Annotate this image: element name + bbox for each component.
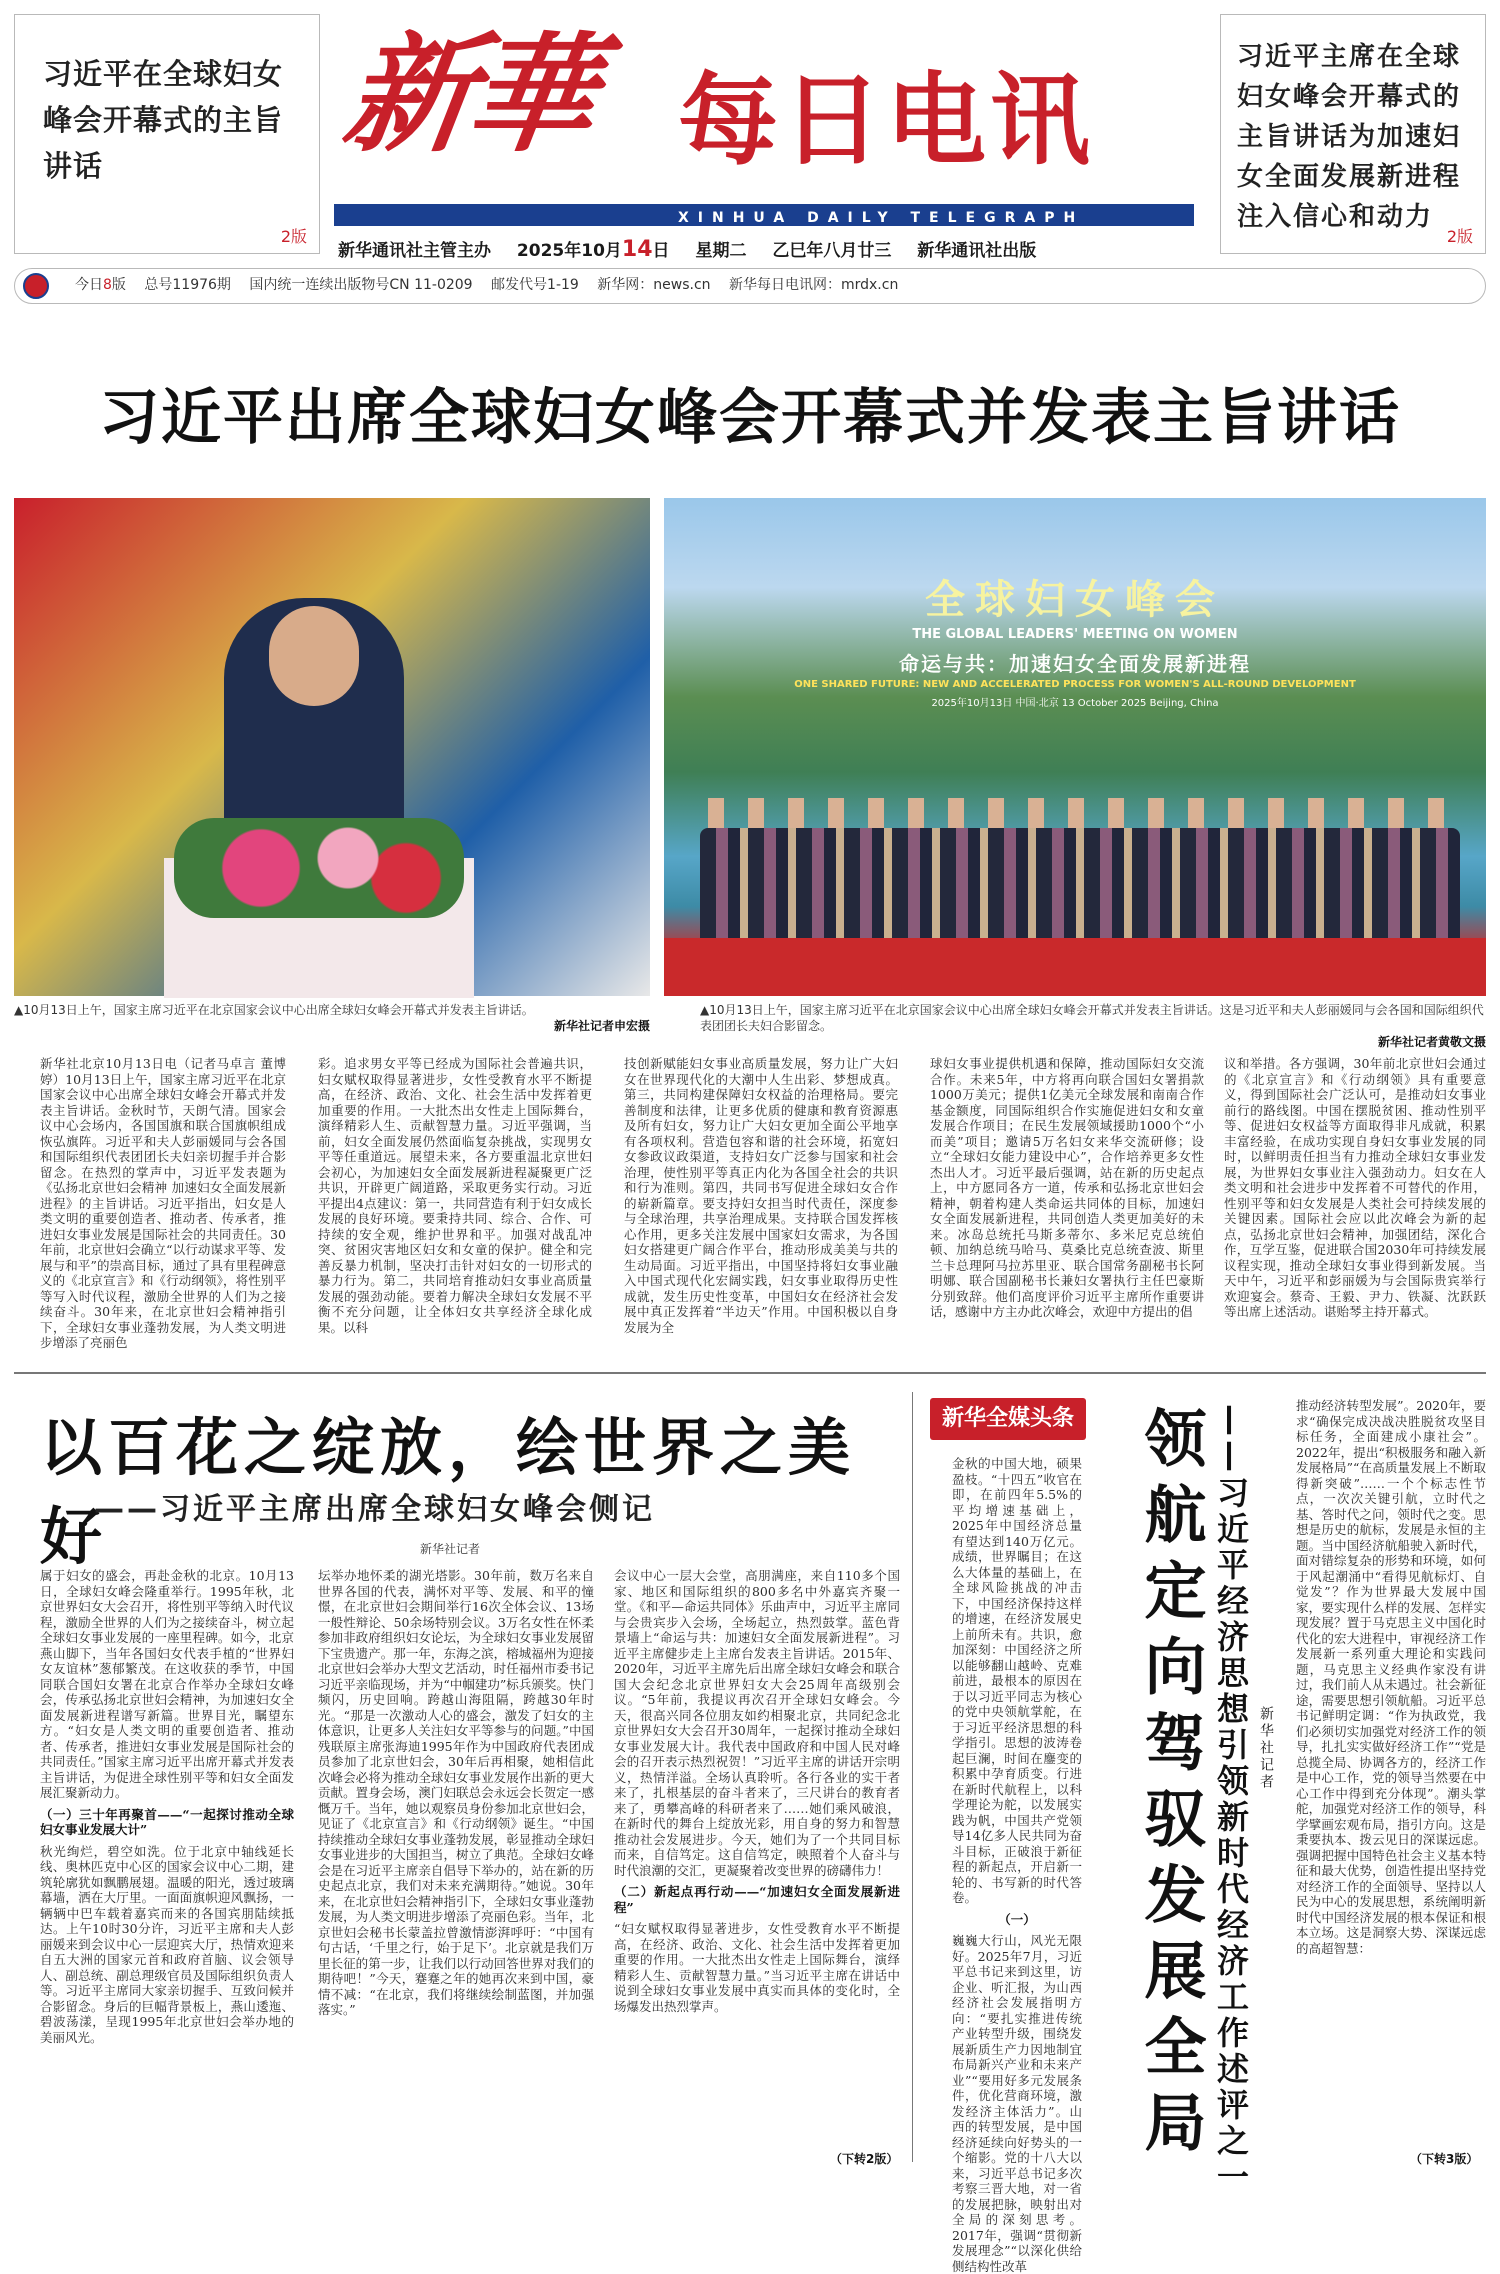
caption-left-text: ▲10月13日上午，国家主席习近平在北京国家会议中心出席全球妇女峰会开幕式并发表主旨讲话。 (14, 1003, 534, 1017)
feature-col-1 (40, 1568, 294, 2164)
summit-theme: 命运与共：加速妇女全面发展新进程 (899, 652, 1251, 676)
red-carpet (664, 938, 1486, 996)
lead-story-col-1: 新华社北京10月13日电（记者马卓言 董博婷）10月13日上午，国家主席习近平在北京国家会议中心出席全球妇女峰会开幕式并发表主旨讲话。金秋时节，天朗气清。国家会议中心会场内，各国国旗和联合国旗帜组成恢弘旗阵。习近平和夫人彭丽媛同与会各国和国际组织代表团团长夫妇亲切握手并合影留念。在热烈的掌声中，习近平发表题为《弘扬北京世妇会精神 加速妇女全面发展新进程》的主旨讲话。习近平指出，妇女是人类文明的重要创造者、推动者、传承者，推进妇女事业发展是国际社会的共同责任。30年前，北京世妇会确立“以行动谋求平等、发展与和平”的崇高目标，通过了具有里程碑意义的《北京宣言》和《行动纲领》，将性别平等写入时代议程，激励全世界的人们为之接续奋斗。30年来，在北京世妇会精神指引下，全球妇女事业蓬勃发展，为人类文明进步增添了亮丽色 (40, 1056, 286, 1350)
xinhua-emblem-icon (23, 273, 49, 299)
issue-info-line (338, 236, 1198, 262)
caption-right-text: ▲10月13日上午，国家主席习近平在北京国家会议中心出席全球妇女峰会开幕式并发表主旨讲话。这是习近平和夫人彭丽媛同与会各国和国际组织代表团团长夫妇合影留念。 (700, 1003, 1484, 1033)
commentary-col-1b-text: 巍巍大行山，风光无限好。2025年7月，习近平总书记来到这里，访企业、听汇报，为山西经济社会发展指明方向：“要扎实推进传统产业转型升级，围绕发展新质生产力因地制宜布局新兴产业和未来产业”“要用好多元发展条件，优化营商环境，激发经济主体活力”。山西的转型发展，是中国经济延续向好势头的一个缩影。党的十八大以来，习近平总书记多次考察三晋大地，对一省的发展把脉，映射出对全局的深刻思考。2017年，强调“贯彻新发展理念”“以深化供给侧结构性改革 (952, 1933, 1082, 2274)
feature-col-2: 坛举办地怀柔的湖光塔影。30年前，数万名来自世界各国的代表，满怀对平等、发展、和平的憧憬，在北京世妇会期间举行16次全体会议、13场一般性辩论、50余场特别会议。3万名女性在怀柔参加非政府组织妇女论坛，为全球妇女事业发展留下宝贵遗产。那一年，东海之滨，榕城福州为迎接北京世妇会举办大型文艺活动，时任福州市委书记习近平亲临现场，并为“中帼建功”标兵颁奖。快门频闪，历史回响。跨越山海阻隔，跨越30年时光。“那是一次激动人心的盛会，激发了妇女的主体意识，让更多人关注妇女平等参与的问题。”中国残联原主席张海迪1995年作为中国政府代表团成员参加了北京世妇会，30年后再相聚，她相信此次峰会必将为推动全球妇女事业发展作出新的更大贡献。置身会场，澳门妇联总会永远会长贺定一感慨万千。当年，她以观察员身份参加北京世妇会，见证了《北京宣言》和《行动纲领》诞生。“中国持续推动全球妇女事业蓬勃发展，彰显推动全球妇女事业进步的大国担当，树立了典范。全球妇女峰会是在习近平主席亲自倡导下举办的，站在新的历史起点北京，我们对未来充满期待。”她说。30年来，在北京世妇会精神指引下，全球妇女事业蓬勃发展，为人类文明进步增添了亮丽色彩。当年，北京世妇会秘书长蒙盖拉曾激情澎湃呼吁：“中国有句古话，‘千里之行，始于足下’。北京就是我们万里长征的第一步，让我们以行动回答世界对我们的期待吧！”今天，蹇蹇之年的她再次来到中国，豪情不减：“在北京，我们将继续绘制蓝图，并加强落实。” (318, 1568, 594, 2017)
right-teaser-box[interactable] (1220, 14, 1486, 254)
issue-number: 总号11976期 (144, 277, 231, 293)
feature-col-3-text: 会议中心一层大会堂，高朋满座，来自110多个国家、地区和国际组织的800多名中外嘉宾齐聚一堂。《和平—命运共同体》乐曲声中，习近平主席同与会贵宾步入会场，全场起立，热烈鼓掌。蓝色背景墙上“命运与共：加速妇女全面发展新进程”。习近平主席健步走上主席台发表主旨讲话。2015年、2020年，习近平主席先后出席全球妇女峰会和联合国大会纪念北京世界妇女大会25周年高级别会议。“5年前，我提议再次召开全球妇女峰会。今天，很高兴同各位朋友如约相聚北京，共同纪念北京世界妇女大会召开30周年，一起探讨推动全球妇女事业发展大计。我代表中国政府和中国人民对峰会的召开表示热烈祝贺！”习近平主席的讲话开宗明义，热情洋溢。全场认真聆听。各行各业的实干者来了，扎根基层的奋斗者来了，三尺讲台的教育者来了，勇攀高峰的科研者来了……她们乘风破浪，在新时代的舞台上绽放光彩，用自身的努力和智慧推动社会发展进步。今天，她们为了一个共同目标而来，自信笃定。这自信笃定，映照着个人奋斗与时代浪潮的交汇，更凝聚着改变世界的磅礴伟力！ (614, 1568, 900, 1878)
publisher: 新华通讯社出版 (917, 241, 1037, 261)
pages-suffix: 版 (111, 277, 126, 293)
flower-arrangement (174, 818, 464, 918)
newspaper-title: 每日电讯 (678, 62, 1094, 179)
lead-story-col-5: 议和举措。各方强调，30年前北京世妇会通过的《北京宣言》和《行动纲领》具有重要意义，得到国际社会广泛认可，是推动妇女事业前行的路线图。中国在摆脱贫困、推动性别平等、促进妇女权益等方面取得非凡成就，积累丰富经验，在成功实现自身妇女事业发展的同时，以鲜明责任担当有力推动全球妇女事业发展，为世界妇女事业注入强劲动力。妇女在人类文明和社会进步中发挥着不可替代的作用，性别平等和妇女发展是人类社会可持续发展的关键因素。国际社会应以此次峰会为新的起点，弘扬北京世妇会精神，加强团结，深化合作，互学互鉴，促进联合国2030年可持续发展议程实现，推动全球妇女事业得到新发展。当天中午，习近平和彭丽媛为与会国际贵宾举行欢迎宴会。蔡奇、王毅、尹力、铁凝、沈跃跃等出席上述活动。谌贻琴主持开幕式。 (1224, 1056, 1486, 1319)
feature-col-1b-text: 秋光绚烂，碧空如洗。位于北京中轴线延长线、奥林匹克中心区的国家会议中心二期，建筑轮廓犹如飘鹏展翅。温暖的阳光，透过玻璃幕墙，洒在大厅里。一面面旗帜迎风飘扬，一辆辆中巴车载着嘉宾而来的各国宾朋陆续抵达。上午10时30分许，习近平主席和夫人彭丽媛来到会议中心一层迎宾大厅，热情欢迎来自五大洲的国家元首和政府首脑、议会领导人、副总统、副总理级官员及国际组织负责人等。习近平主席同大家亲切握手、互致问候并合影留念。身后的巨幅背景板上，燕山逶迤、碧波荡漾，呈现1995年北京世妇会举办地的美丽风光。 (40, 1843, 294, 2045)
pages-prefix: 今日 (75, 277, 103, 293)
weekday: 星期二 (695, 241, 747, 261)
feature-col-3 (614, 1568, 900, 2164)
commentary-col-1 (952, 1456, 1082, 2274)
photo-credit-left: 新华社记者申宏摄 (553, 1019, 650, 1033)
issue-date (516, 237, 670, 262)
speaker-head (269, 606, 359, 706)
left-teaser-text[interactable]: 习近平在全球妇女峰会开幕式的主旨讲话 (43, 57, 284, 183)
section-divider (14, 1372, 1486, 1374)
group-photo[interactable] (664, 498, 1486, 996)
summit-date: 2025年10月13日 中国·北京 13 October 2025 Beijing, China (931, 698, 1219, 709)
lead-story-col-4: 球妇女事业提供机遇和保障，推动国际妇女交流合作。未来5年，中方将再向联合国妇女署捐款1000万美元；提供1亿美元全球发展和南南合作基金额度，同国际组织合作实施促进妇女和女童发展合作项目；在民生发展领域援助1000个“小而美”项目；邀请5万名妇女来华交流研修；设立“全球妇女能力建设中心”，合作培养更多女性杰出人才。习近平最后强调，站在新的历史起点上，中方愿同各方一道，传承和弘扬北京世妇会精神，朝着构建人类命运共同体的目标，加速妇女全面发展新进程，共同创造人类更加美好的未来。冰岛总统托马斯多蒂尔、多米尼克总统伯顿、加纳总统马哈马、莫桑比克总统查波、斯里兰卡总理阿马拉苏里亚、联合国常务副秘书长阿明娜、联合国副秘书长兼妇女署执行主任巴豪斯分别致辞。他们高度评价习近平主席所作重要讲话，感谢中方主办此次峰会，欢迎中方提出的倡 (930, 1056, 1204, 1319)
photo-caption-left (14, 1002, 650, 1034)
summit-title: 全球妇女峰会 (925, 577, 1225, 623)
sponsor: 新华通讯社主管主办 (338, 241, 491, 261)
site-link[interactable]: 新华网：news.cn (597, 277, 711, 293)
summit-backdrop (664, 568, 1486, 709)
delegates-group (700, 828, 1460, 938)
xinhua-headline-badge: 新华全媒头条 (930, 1398, 1086, 1440)
xinhua-logo: 新華 (335, 20, 601, 170)
feature-subhead-1: （一）三十年再聚首——“一起探讨推动全球妇女事业发展大计” (40, 1806, 294, 1837)
feature-col-3b-text: “妇女赋权取得显著进步，女性受教育水平不断提高，在经济、政治、文化、社会生活中发挥着更加重要的作用。一大批杰出女性走上国际舞台，演绎精彩人生、贡献智慧力量。”当习近平主席在讲话中说到全球妇女事业发展中真实而具体的变化时，全场爆发出热烈掌声。 (614, 1921, 900, 2014)
speech-photo[interactable] (14, 498, 650, 996)
commentary-col-1-text: 金秋的中国大地，硕果盈枝。“十四五”收官在即，在前四年5.5%的平均增速基础上，2025年中国经济总量有望达到140万亿元。成绩，世界瞩目；在这么大体量的基础上，在全球风险挑战的冲击下，中国经济保持这样的增速，在经济发展史上前所未有。共识，愈加深刻：中国经济之所以能够翻山越岭、克难前进，最根本的原因在于以习近平同志为核心的党中央领航掌舵，在于习近平经济思想的科学指引。思想的波涛卷起巨澜，时间在鏖变的积累中孕育质变。行进在新时代航程上，以科学理论为舵，以发展实践为帆，中国共产党领导14亿多人民共同为奋斗目标，正破浪于新征程的新起点，开启新一轮的、书写新的时代答卷。 (952, 1456, 1082, 1905)
newspaper-title-en: XINHUA DAILY TELEGRAPH (678, 210, 1085, 226)
pages-today (75, 277, 126, 293)
date-prefix: 2025年10月 (516, 241, 622, 261)
date-day: 14 (621, 237, 653, 262)
feature-byline: 新华社记者 (420, 1542, 481, 1556)
commentary-subtitle: ——习近平经济思想引领新时代经济工作述评之一 (1212, 1404, 1250, 2196)
feature-col-1-text: 属于妇女的盛会，再赴金秋的北京。10月13日，全球妇女峰会隆重举行。1995年秋，北京世界妇女大会召开，将性别平等纳入时代议程，激励全世界的人们为之接续奋斗，树立起全球妇女事业发展的一座里程碑。如今，北京燕山脚下，当年各国妇女代表手植的“世界妇女友谊林”葱郁繁茂。在这收获的季节，中国同联合国妇女署在北京合作举办全球妇女峰会，传承弘扬北京世妇会精神，为加速妇女全面发展新进程谱写新篇。世界目光，瞩望东方。“妇女是人类文明的重要创造者、推动者、传承者，推进妇女事业发展是国际社会的共同责任。”国家主席习近平出席开幕式并发表主旨讲话，为促进全球性别平等和妇女全面发展汇聚新动力。 (40, 1568, 294, 1800)
site-link-2[interactable]: 新华每日电讯网：mrdx.cn (728, 277, 899, 293)
publication-info-bar (14, 268, 1486, 304)
feature-title[interactable]: 以百花之绽放，绘世界之美好 (40, 1411, 857, 1573)
lunar-date: 乙巳年八月廿三 (772, 241, 892, 261)
commentary-continued[interactable]: （下转3版） (1410, 2152, 1479, 2166)
postal-code: 邮发代号1-19 (491, 277, 579, 293)
feature-subhead-2: （二）新起点再行动——“加速妇女全面发展新进程” (614, 1884, 900, 1915)
date-suffix: 日 (652, 241, 670, 261)
newspaper-brand (318, 14, 1178, 262)
commentary-title[interactable]: 领航定向驾驭发展全局 (1134, 1406, 1207, 2166)
photo-credit-right: 新华社记者黄敬文摄 (1377, 1035, 1486, 1049)
feature-subtitle: ——习近平主席出席全球妇女峰会侧记 (94, 1492, 655, 1527)
masthead (14, 14, 1486, 262)
commentary-col-2: 推动经济转型发展”。2020年，要求“确保完成决战决胜脱贫攻坚目标任务，全面建成小康社会”。2022年，提出“积极服务和融入新发展格局”“在高质量发展上不断取得新突破”……一个个标志性节点，一次次关键引航，立时代之基、答时代之问，领时代之变。思想是历史的航标，发展是永恒的主题。当中国经济航船驶入新时代，面对错综复杂的形势和环境，如何于风起潮涌中“看得见航标灯、自觉发”？作为世界最大发展中国家，要实现什么样的发展、怎样实现发展？置于马克思主义中国化时代化的宏大进程中，审视经济工作发展新一系列重大理论和实践问题，马克思主义经典作家没有讲过，我们前人从未遇过。社会新征途，需要思想引领航船。习近平总书记鲜明定调：“作为执政党，我们必须切实加强党对经济工作的领导，扎扎实实做好经济工作”“党是总揽全局、协调各方的，经济工作是中心工作，党的领导当然要在中心工作中得到充分体现”。潮头掌舵，加强党对经济工作的领导，科学擘画宏观布局，指引方向。这是秉要执本、拨云见日的深谋远虑。强调把握中国特色社会主义基本特征和最大优势，创造性提出坚持党对经济工作的全面领导、坚持以人民为中心的发展思想，系统阐明新时代中国经济发展的根本保证和根本立场。这是洞察大势、深谋远虑的高超智慧： (1296, 1398, 1486, 1956)
summit-theme-en: ONE SHARED FUTURE: NEW AND ACCELERATED PROCESS FOR WOMEN'S ALL-ROUND DEVELOPMENT (794, 679, 1356, 690)
feature-continued[interactable]: （下转2版） (830, 2152, 899, 2166)
lead-story-col-2: 彩。追求男女平等已经成为国际社会普遍共识，妇女赋权取得显著进步，女性受教育水平不断提高，在经济、政治、文化、社会生活中发挥着更加重要的作用。一大批杰出女性走上国际舞台，演绎精彩人生、贡献智慧力量。习近平强调，当前，妇女全面发展仍然面临复杂挑战，实现男女平等任重道远。展望未来，各方要重温北京世妇会初心，为加速妇女全面发展新进程凝聚更广泛共识，开辟更广阔道路，采取更务实行动。习近平提出4点建议：第一，共同营造有利于妇女成长发展的良好环境。要秉持共同、综合、合作、可持续的安全观，维护世界和平。加强对战乱冲突、贫困灾害地区妇女和女童的保护。健全和完善反暴力机制，坚决打击针对妇女的一切形式的暴力行为。第二，共同培育推动妇女事业高质量发展的强劲动能。要着力解决全球妇女发展不平衡不充分问题，让全体妇女共享经济全球化成果。以科 (318, 1056, 592, 1335)
commentary-subhead-1: （一） (998, 1911, 1036, 1927)
lead-story-col-3: 技创新赋能妇女事业高质量发展，努力让广大妇女在世界现代化的大潮中人生出彩、梦想成真。第三，共同构建保障妇女权益的治理格局。要完善制度和法律，让更多优质的健康和教育资源惠及所有妇女，努力让广大妇女更加全面公平地享有各项权利。营造包容和谐的社会环境，拓宽妇女参政议政渠道，支持妇女广泛参与国家和社会治理，使性别平等真正内化为各国全社会的共识和行为准则。第四，共同书写促进全球妇女合作的崭新篇章。要支持妇女担当时代责任，深度参与全球治理，共享治理成果。支持联合国发挥核心作用，更多关注发展中国家妇女需求，为各国妇女搭建更广阔合作平台，推动形成美美与共的生动局面。习近平指出，中国坚持将妇女事业融入中国式现代化宏阔实践，妇女事业取得历史性成就，发生历史性变革，中国妇女在经济社会发展中真正发挥着“半边天”作用。中国积极以自身发展为全 (624, 1056, 898, 1335)
commentary-byline: 新华社记者 (1258, 1706, 1274, 1791)
left-teaser-box[interactable] (14, 14, 320, 254)
main-headline[interactable]: 习近平出席全球妇女峰会开幕式并发表主旨讲话 (99, 383, 1401, 453)
column-divider (912, 1392, 913, 2162)
cn-number: 国内统一连续出版物号CN 11-0209 (249, 277, 473, 293)
right-teaser-text[interactable]: 习近平主席在全球妇女峰会开幕式的主旨讲话为加速妇女全面发展新进程注入信心和动力 (1237, 42, 1462, 232)
summit-title-en: THE GLOBAL LEADERS' MEETING ON WOMEN (912, 627, 1238, 642)
left-teaser-page: 2版 (280, 227, 307, 246)
right-teaser-page: 2版 (1446, 227, 1473, 246)
photo-caption-right (700, 1002, 1486, 1050)
pages-count: 8 (103, 277, 112, 293)
delegates-heads (700, 798, 1460, 828)
